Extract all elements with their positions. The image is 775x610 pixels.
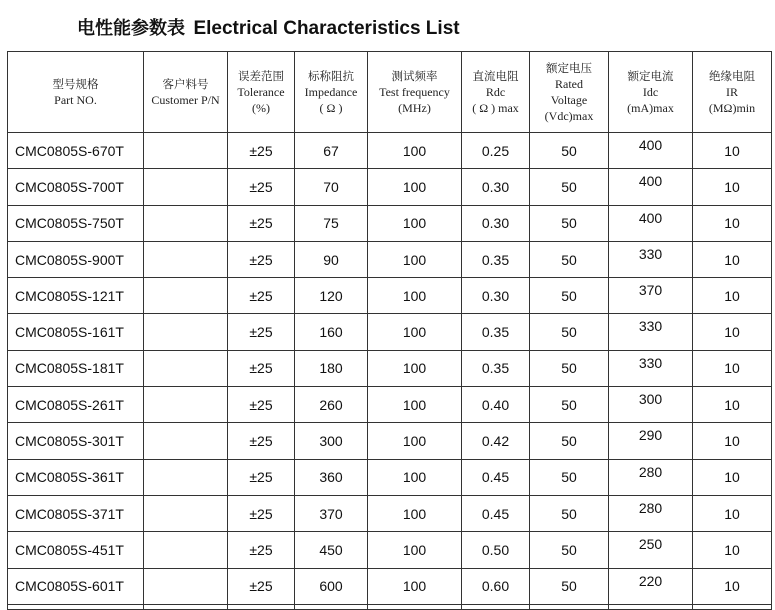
table-row-cutoff [8, 604, 772, 609]
cell-customer [144, 314, 228, 350]
header-label-en: Tolerance [237, 85, 285, 99]
header-label-en: Idc [642, 85, 659, 99]
cell-customer [144, 241, 228, 277]
cell-rdc: 0.50 [462, 532, 530, 568]
empty-cell [368, 604, 462, 609]
cell-freq: 100 [368, 169, 462, 205]
cell-freq: 100 [368, 459, 462, 495]
cell-ir: 10 [693, 459, 772, 495]
cell-ir: 10 [693, 495, 772, 531]
cell-freq: 100 [368, 133, 462, 169]
cell-idc: 400 [609, 169, 693, 205]
header-label-en: Voltage [550, 93, 588, 107]
cell-customer [144, 532, 228, 568]
header-label-zh: 标称阻抗 [308, 69, 354, 83]
header-tolerance [228, 52, 295, 133]
cell-tol: ±25 [228, 459, 295, 495]
cell-idc: 330 [609, 314, 693, 350]
cell-customer [144, 169, 228, 205]
cell-volt: 50 [530, 205, 609, 241]
table-row [8, 314, 772, 350]
cell-rdc: 0.45 [462, 459, 530, 495]
cell-customer [144, 495, 228, 531]
cell-freq: 100 [368, 205, 462, 241]
cell-volt: 50 [530, 387, 609, 423]
header-label-zh: 型号规格 [52, 77, 99, 91]
cell-tol: ±25 [228, 241, 295, 277]
cell-volt: 50 [530, 568, 609, 604]
header-label-zh: 直流电阻 [472, 69, 519, 83]
cell-part: CMC0805S-121T [8, 278, 144, 314]
header-test-frequency [368, 52, 462, 133]
page-title [77, 14, 460, 42]
cell-idc: 400 [609, 133, 693, 169]
header-label-en: (%) [252, 101, 270, 115]
cell-tol: ±25 [228, 532, 295, 568]
cell-part: CMC0805S-161T [8, 314, 144, 350]
cell-part: CMC0805S-301T [8, 423, 144, 459]
header-idc [609, 52, 693, 133]
table-row [8, 133, 772, 169]
header-label-en: Rated [555, 77, 583, 91]
empty-cell [295, 604, 368, 609]
cell-imp: 360 [295, 459, 368, 495]
header-label-zh: 额定电流 [627, 69, 674, 83]
table-row [8, 495, 772, 531]
cell-idc: 250 [609, 532, 693, 568]
cell-customer [144, 350, 228, 386]
header-rated-voltage [530, 52, 609, 133]
cell-freq: 100 [368, 568, 462, 604]
header-label-en: (MΩ)min [708, 101, 756, 115]
cell-idc: 330 [609, 350, 693, 386]
cell-volt: 50 [530, 495, 609, 531]
cell-idc: 300 [609, 387, 693, 423]
table-row [8, 423, 772, 459]
cell-tol: ±25 [228, 205, 295, 241]
cell-part: CMC0805S-261T [8, 387, 144, 423]
cell-tol: ±25 [228, 278, 295, 314]
cell-tol: ±25 [228, 495, 295, 531]
cell-idc: 280 [609, 495, 693, 531]
cell-idc: 330 [609, 241, 693, 277]
empty-cell [462, 604, 530, 609]
table-body [8, 133, 772, 610]
cell-customer [144, 133, 228, 169]
cell-volt: 50 [530, 532, 609, 568]
cell-freq: 100 [368, 350, 462, 386]
cell-rdc: 0.42 [462, 423, 530, 459]
cell-imp: 600 [295, 568, 368, 604]
cell-imp: 67 [295, 133, 368, 169]
header-rdc [462, 52, 530, 133]
cell-part: CMC0805S-750T [8, 205, 144, 241]
empty-cell [609, 604, 693, 609]
cell-volt: 50 [530, 241, 609, 277]
cell-customer [144, 568, 228, 604]
header-label-zh: 绝缘电阻 [709, 69, 755, 83]
header-customer-pn [144, 52, 228, 133]
header-part-no [8, 52, 144, 133]
cell-part: CMC0805S-451T [8, 532, 144, 568]
cell-imp: 370 [295, 495, 368, 531]
header-impedance [295, 52, 368, 133]
cell-volt: 50 [530, 350, 609, 386]
table-row [8, 532, 772, 568]
cell-customer [144, 205, 228, 241]
header-ir [693, 52, 772, 133]
cell-imp: 260 [295, 387, 368, 423]
cell-ir: 10 [693, 278, 772, 314]
cell-idc: 370 [609, 278, 693, 314]
cell-tol: ±25 [228, 350, 295, 386]
cell-customer [144, 423, 228, 459]
cell-imp: 450 [295, 532, 368, 568]
cell-imp: 300 [295, 423, 368, 459]
cell-part: CMC0805S-181T [8, 350, 144, 386]
cell-part: CMC0805S-371T [8, 495, 144, 531]
cell-ir: 10 [693, 133, 772, 169]
cell-part: CMC0805S-900T [8, 241, 144, 277]
cell-ir: 10 [693, 350, 772, 386]
cell-part: CMC0805S-361T [8, 459, 144, 495]
cell-ir: 10 [693, 532, 772, 568]
cell-freq: 100 [368, 423, 462, 459]
cell-imp: 70 [295, 169, 368, 205]
cell-volt: 50 [530, 278, 609, 314]
cell-tol: ±25 [228, 169, 295, 205]
table-row [8, 278, 772, 314]
cell-tol: ±25 [228, 314, 295, 350]
cell-imp: 75 [295, 205, 368, 241]
header-label-en: Part NO. [54, 93, 97, 107]
cell-idc: 220 [609, 568, 693, 604]
table-row [8, 387, 772, 423]
empty-cell [8, 604, 144, 609]
header-label-en: Test frequency [379, 85, 450, 99]
cell-rdc: 0.60 [462, 568, 530, 604]
cell-tol: ±25 [228, 387, 295, 423]
table-row [8, 169, 772, 205]
header-label-zh: 测试频率 [391, 69, 438, 83]
cell-ir: 10 [693, 423, 772, 459]
cell-tol: ±25 [228, 423, 295, 459]
cell-freq: 100 [368, 241, 462, 277]
cell-rdc: 0.25 [462, 133, 530, 169]
title-chinese: 电性能参数表 [77, 18, 185, 39]
header-label-en: ( Ω ) max [472, 101, 519, 115]
header-label-en: (Vdc)max [544, 109, 594, 123]
electrical-characteristics-table [7, 51, 772, 610]
cell-imp: 160 [295, 314, 368, 350]
header-label-en: (mA)max [627, 101, 674, 115]
empty-cell [228, 604, 295, 609]
table-row [8, 459, 772, 495]
cell-imp: 180 [295, 350, 368, 386]
table-row [8, 350, 772, 386]
cell-volt: 50 [530, 423, 609, 459]
cell-rdc: 0.30 [462, 169, 530, 205]
cell-ir: 10 [693, 169, 772, 205]
table-row [8, 568, 772, 604]
header-label-zh: 误差范围 [238, 69, 284, 83]
cell-imp: 120 [295, 278, 368, 314]
cell-ir: 10 [693, 568, 772, 604]
cell-customer [144, 387, 228, 423]
cell-freq: 100 [368, 387, 462, 423]
cell-ir: 10 [693, 314, 772, 350]
cell-customer [144, 278, 228, 314]
empty-cell [693, 604, 772, 609]
header-row [8, 52, 772, 133]
header-label-en: (MHz) [398, 101, 431, 115]
cell-rdc: 0.35 [462, 350, 530, 386]
cell-idc: 280 [609, 459, 693, 495]
cell-idc: 400 [609, 205, 693, 241]
cell-ir: 10 [693, 241, 772, 277]
cell-volt: 50 [530, 459, 609, 495]
cell-rdc: 0.45 [462, 495, 530, 531]
cell-rdc: 0.30 [462, 205, 530, 241]
header-label-en: IR [726, 85, 738, 99]
cell-rdc: 0.35 [462, 241, 530, 277]
cell-ir: 10 [693, 387, 772, 423]
header-label-en: Rdc [485, 85, 506, 99]
cell-rdc: 0.40 [462, 387, 530, 423]
cell-part: CMC0805S-700T [8, 169, 144, 205]
cell-rdc: 0.35 [462, 314, 530, 350]
header-label-en: Customer P/N [151, 93, 220, 107]
cell-volt: 50 [530, 169, 609, 205]
header-label-en: ( Ω ) [319, 101, 343, 115]
cell-ir: 10 [693, 205, 772, 241]
cell-idc: 290 [609, 423, 693, 459]
cell-imp: 90 [295, 241, 368, 277]
title-english: Electrical Characteristics List [193, 18, 460, 39]
empty-cell [530, 604, 609, 609]
empty-cell [144, 604, 228, 609]
header-label-en: Impedance [304, 85, 358, 99]
header-label-zh: 额定电压 [546, 61, 592, 75]
cell-volt: 50 [530, 133, 609, 169]
table-row [8, 205, 772, 241]
cell-part: CMC0805S-670T [8, 133, 144, 169]
cell-freq: 100 [368, 314, 462, 350]
cell-freq: 100 [368, 532, 462, 568]
cell-tol: ±25 [228, 568, 295, 604]
cell-freq: 100 [368, 495, 462, 531]
cell-rdc: 0.30 [462, 278, 530, 314]
table-row [8, 241, 772, 277]
cell-customer [144, 459, 228, 495]
cell-volt: 50 [530, 314, 609, 350]
cell-part: CMC0805S-601T [8, 568, 144, 604]
cell-freq: 100 [368, 278, 462, 314]
cell-tol: ±25 [228, 133, 295, 169]
header-label-zh: 客户料号 [162, 77, 209, 91]
